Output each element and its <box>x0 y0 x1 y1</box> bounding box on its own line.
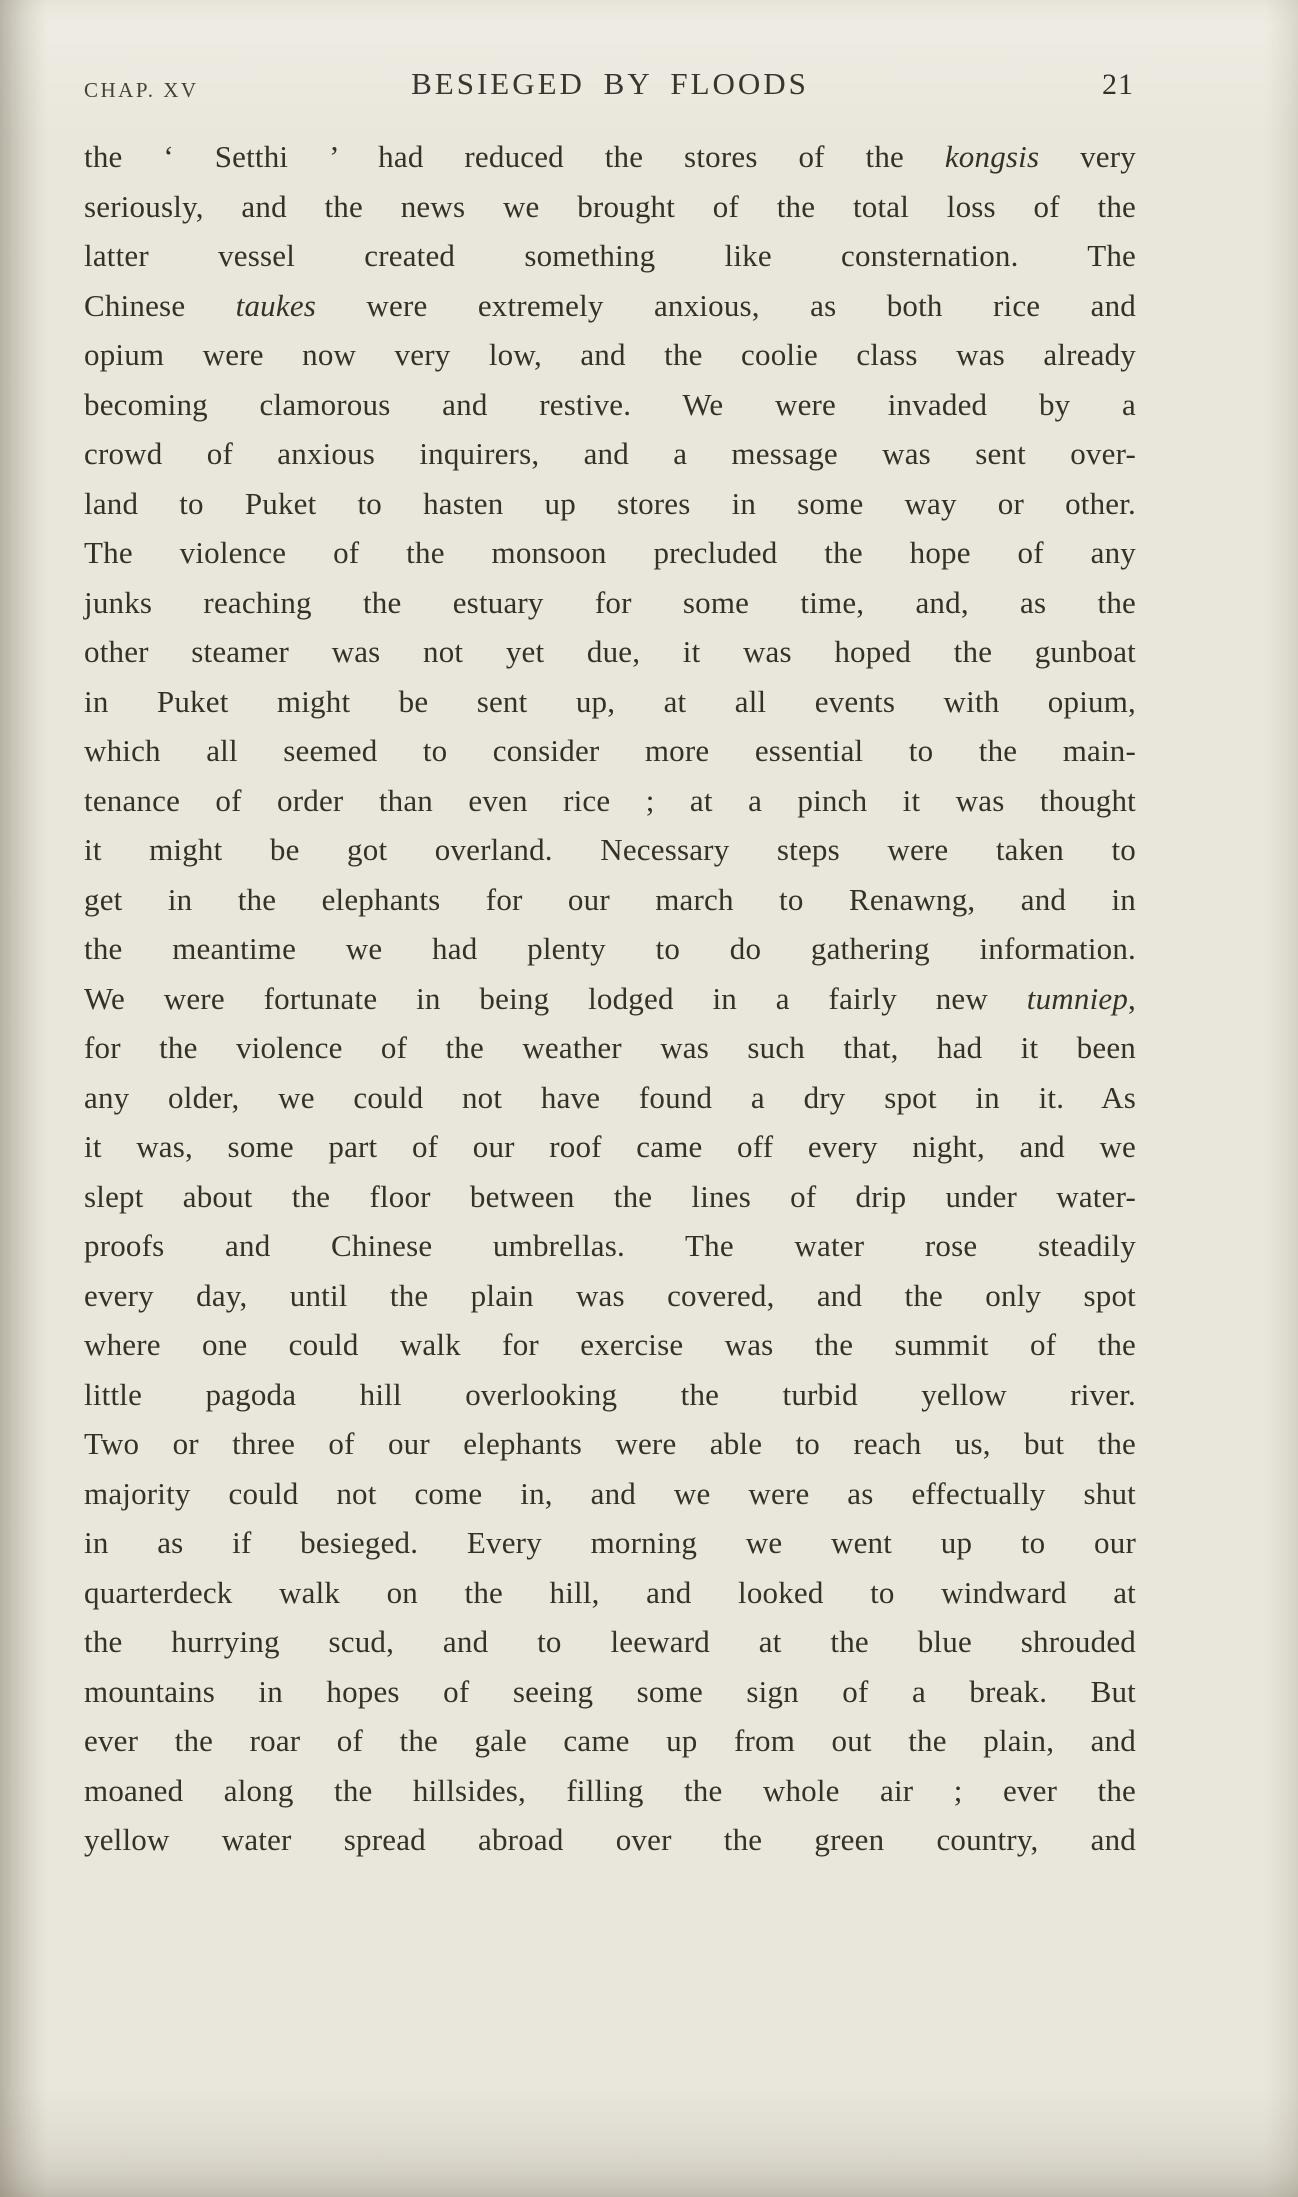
text-line <box>84 1271 1136 1321</box>
text-segment: Chinese <box>84 287 236 323</box>
text-line <box>84 1172 1136 1222</box>
text-segment: We were fortunate in being lodged in a fairly new <box>84 980 1027 1016</box>
text-segment: quarterdeck walk on the hill, and looked to windward at <box>84 1574 1136 1610</box>
text-line <box>84 380 1136 430</box>
text-line <box>84 1122 1136 1172</box>
text-line <box>84 1766 1136 1816</box>
text-segment: ever the roar of the gale came up from out the plain, and <box>84 1723 1136 1758</box>
text-line <box>84 1023 1136 1073</box>
running-title: BESIEGED BY FLOODS <box>411 66 809 101</box>
text-segment: opium were now very low, and the coolie class was already <box>84 337 1136 372</box>
body-text <box>84 132 1136 1865</box>
page-number: 21 <box>1102 68 1134 101</box>
text-line <box>84 330 1136 380</box>
text-line <box>84 182 1136 232</box>
text-segment: latter vessel created something like consternation. The <box>84 238 1136 273</box>
text-segment: moaned along the hillsides, filling the whole air ; ever the <box>84 1772 1136 1808</box>
text-segment: where one could walk for exercise was the summit of the <box>84 1327 1136 1362</box>
text-line <box>84 1469 1136 1519</box>
text-segment: crowd of anxious inquirers, and a message was sent over- <box>84 436 1136 471</box>
text-segment: junks reaching the estuary for some time, and, as the <box>84 584 1136 620</box>
italic-text-segment: tumniep <box>1026 980 1129 1016</box>
text-line <box>84 1419 1136 1469</box>
text-segment: it was, some part of our roof came off every night, and we <box>84 1129 1136 1164</box>
text-segment: the meantime we had plenty to do gathering information. <box>84 931 1136 966</box>
text-line <box>84 677 1136 727</box>
italic-text-segment: taukes <box>235 287 317 323</box>
text-segment: it might be got overland. Necessary steps were taken to <box>84 832 1136 867</box>
text-segment: the ‘ Setthi ’ had reduced the stores of the <box>84 139 945 174</box>
text-segment: any older, we could not have found a dry spot in it. As <box>84 1079 1136 1115</box>
text-segment: mountains in hopes of seeing some sign of a break. But <box>84 1673 1136 1709</box>
text-segment: yellow water spread abroad over the green country, and <box>84 1822 1136 1857</box>
text-line <box>84 1370 1136 1420</box>
text-segment: becoming clamorous and restive. We were invaded by a <box>84 386 1136 422</box>
text-segment: the hurrying scud, and to leeward at the blue shrouded <box>84 1624 1136 1659</box>
text-line <box>84 1568 1136 1618</box>
text-line <box>84 429 1136 479</box>
text-segment: tenance of order than even rice ; at a pinch it was thought <box>84 782 1136 818</box>
page-header <box>84 66 1136 112</box>
text-line <box>84 1518 1136 1568</box>
text-line <box>84 528 1136 578</box>
text-line <box>84 1320 1136 1370</box>
text-segment: Two or three of our elephants were able to reach us, but the <box>84 1426 1136 1461</box>
text-segment: majority could not come in, and we were as effectually shut <box>84 1475 1136 1511</box>
text-segment: in Puket might be sent up, at all events with opium, <box>84 683 1136 719</box>
chapter-label: CHAP. XV <box>84 78 199 102</box>
text-line <box>84 1073 1136 1123</box>
text-line <box>84 1221 1136 1271</box>
text-segment: which all seemed to consider more essential to the main- <box>84 733 1136 768</box>
text-segment: for the violence of the weather was such that, had it been <box>84 1030 1136 1065</box>
text-line <box>84 1617 1136 1667</box>
text-line <box>84 231 1136 281</box>
text-line <box>84 924 1136 974</box>
text-line <box>84 1667 1136 1717</box>
text-line <box>84 1716 1136 1766</box>
text-segment: proofs and Chinese umbrellas. The water rose steadily <box>84 1228 1136 1263</box>
text-segment: very <box>1039 139 1136 174</box>
text-segment: every day, until the plain was covered, and the only spot <box>84 1277 1136 1313</box>
italic-text-segment: kongsis <box>944 139 1040 174</box>
text-line <box>84 578 1136 628</box>
text-line <box>84 875 1136 925</box>
text-segment: , <box>1128 980 1136 1016</box>
text-line <box>84 627 1136 677</box>
text-line <box>84 132 1136 182</box>
text-segment: in as if besieged. Every morning we went up to our <box>84 1525 1136 1560</box>
text-segment: were extremely anxious, as both rice and <box>316 287 1136 323</box>
text-line <box>84 1815 1136 1865</box>
text-segment: The violence of the monsoon precluded the hope of any <box>84 535 1136 570</box>
text-segment: little pagoda hill overlooking the turbid yellow river. <box>84 1376 1136 1412</box>
text-segment: seriously, and the news we brought of the total loss of the <box>84 188 1136 224</box>
text-segment: land to Puket to hasten up stores in some way or other. <box>84 485 1136 521</box>
text-line <box>84 479 1136 529</box>
text-line <box>84 281 1136 331</box>
text-line <box>84 726 1136 776</box>
text-line <box>84 825 1136 875</box>
text-line <box>84 974 1136 1024</box>
text-segment: slept about the floor between the lines of drip under water- <box>84 1178 1136 1214</box>
text-segment: other steamer was not yet due, it was hoped the gunboat <box>84 634 1136 669</box>
text-line <box>84 776 1136 826</box>
text-segment: get in the elephants for our march to Renawng, and in <box>84 881 1136 917</box>
